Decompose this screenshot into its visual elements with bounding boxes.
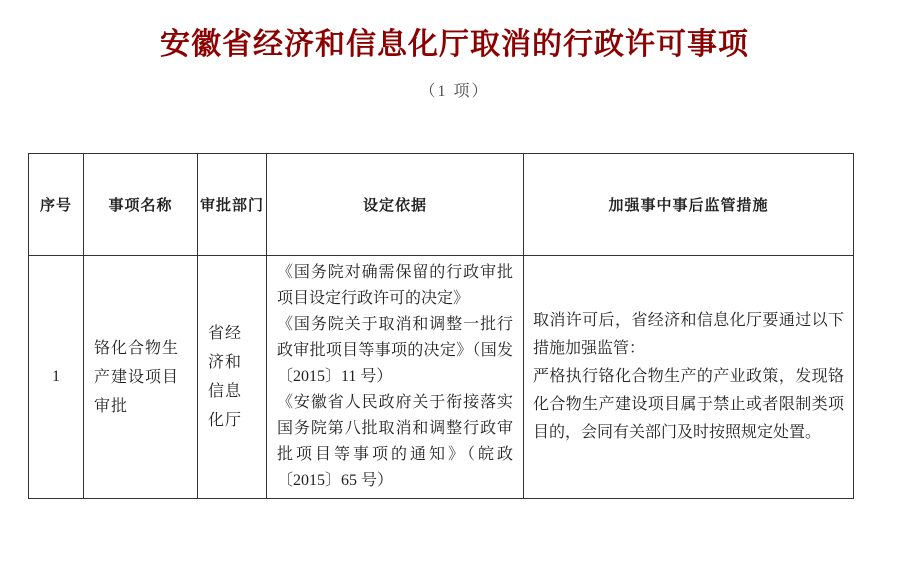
col-header-approval-dept: 审批部门 xyxy=(198,154,267,256)
cell-supervision-measures xyxy=(524,256,854,499)
page-subtitle: （1 项） xyxy=(419,83,490,100)
col-header-seq: 序号 xyxy=(29,154,84,256)
cell-item-name: 铬化合物生产建设项目审批 xyxy=(84,256,198,499)
document-page xyxy=(0,26,909,577)
col-header-supervision-measures: 加强事中事后监管措施 xyxy=(524,154,854,256)
supervision-measures-detail: 严格执行铬化合物生产的产业政策，发现铬化合物生产建设项目属于禁止或者限制类项目的，会同有关部门及时按照规定处置。 xyxy=(533,368,844,441)
legal-basis-citation: 《安徽省人民政府关于衔接落实国务院第八批取消和调整行政审批项目等事项的通知》（皖政〔2015〕65 号） xyxy=(277,394,513,489)
table-row xyxy=(29,256,854,499)
col-header-legal-basis: 设定依据 xyxy=(267,154,524,256)
legal-basis-citation: 《国务院关于取消和调整一批行政审批项目等事项的决定》（国发〔2015〕11 号） xyxy=(277,316,513,385)
cell-legal-basis xyxy=(267,256,524,499)
page-title: 安徽省经济和信息化厅取消的行政许可事项 xyxy=(160,28,749,61)
cell-seq: 1 xyxy=(29,256,84,499)
legal-basis-citation: 《国务院对确需保留的行政审批项目设定行政许可的决定》 xyxy=(277,264,513,307)
supervision-measures-intro: 取消许可后，省经济和信息化厅要通过以下措施加强监管： xyxy=(533,312,844,357)
col-header-item-name: 事项名称 xyxy=(84,154,198,256)
cell-approval-dept: 省经济和信息化厅 xyxy=(198,256,267,499)
table-header-row xyxy=(29,154,854,256)
cancelled-permits-table xyxy=(28,153,854,499)
